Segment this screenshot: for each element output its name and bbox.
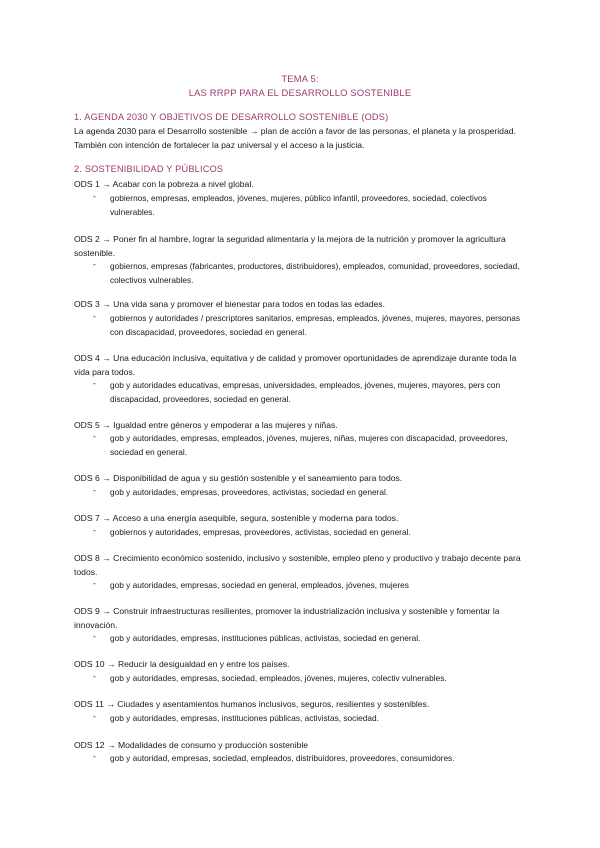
ods-4-title: ODS 4 → Una educación inclusiva, equitativa y de calidad y promover oportunidades de aprendizaje durante toda la vida para todos. (74, 353, 517, 377)
ods-2-publics: gobiernos, empresas (fabricantes, productores, distribuidores), empleados, comunidad, proveedores, sociedad, colectivos vulnerables. (110, 261, 520, 285)
section1-paragraph: La agenda 2030 para el Desarrollo sostenible → plan de acción a favor de las personas, el planeta y la prosperidad. También con intención de fortalecer la paz universal y el acceso a la justicia. (74, 126, 516, 150)
section2-heading: 2. SOSTENIBILIDAD Y PÚBLICOS (74, 164, 224, 174)
ods-12-publics: gob y autoridad, empresas, sociedad, empleados, distribuidores, proveedores, consumidores. (110, 753, 455, 763)
bullet-dash: - (93, 431, 96, 441)
bullet-dash: - (93, 631, 96, 641)
bullet-dash: - (93, 671, 96, 681)
ods-10-publics: gob y autoridades, empresas, sociedad, empleados, jóvenes, mujeres, colectiv vulnerables. (110, 673, 447, 683)
bullet-dash: - (93, 259, 96, 269)
ods-1-title: ODS 1 → Acabar con la pobreza a nivel global. (74, 179, 254, 189)
ods-3-title: ODS 3 → Una vida sana y promover el bienestar para todos en todas las edades. (74, 299, 385, 309)
bullet-dash: - (93, 191, 96, 201)
ods-6-publics: gob y autoridades, empresas, proveedores, activistas, sociedad en general. (110, 487, 389, 497)
ods-11-title: ODS 11 → Ciudades y asentamientos humanos inclusivos, seguros, resilientes y sostenibles. (74, 699, 430, 709)
ods-7-title: ODS 7 → Acceso a una energía asequible, segura, sostenible y moderna para todos. (74, 513, 399, 523)
document-title-line2: LAS RRPP PARA EL DESARROLLO SOSTENIBLE (188, 87, 412, 98)
ods-6-title: ODS 6 → Disponibilidad de agua y su gestión sostenible y el saneamiento para todos. (74, 473, 403, 483)
ods-9-title: ODS 9 → Construir infraestructuras resilientes, promover la industrialización inclusiva y sostenible y fomentar la innovación. (74, 606, 500, 630)
ods-12-title: ODS 12 → Modalidades de consumo y producción sostenible (74, 740, 309, 750)
bullet-dash: - (93, 311, 96, 321)
bullet-dash: - (93, 578, 96, 588)
ods-2-title: ODS 2 → Poner fin al hambre, lograr la seguridad alimentaria y la mejora de la nutrición y promover la agricultura sostenible. (74, 234, 506, 258)
ods-11-publics: gob y autoridades, empresas, instituciones públicas, activistas, sociedad. (110, 713, 379, 723)
ods-10-title: ODS 10 → Reducir la desigualdad en y entre los países. (74, 659, 290, 669)
ods-1-publics: gobiernos, empresas, empleados, jóvenes, mujeres, público infantil, proveedores, sociedad, colectivos vulnerables. (110, 193, 487, 217)
ods-8-publics: gob y autoridades, empresas, sociedad en general, empleados, jóvenes, mujeres (110, 580, 409, 590)
bullet-dash: - (93, 525, 96, 535)
bullet-dash: - (93, 378, 96, 388)
bullet-dash: - (93, 485, 96, 495)
ods-5-title: ODS 5 → Igualdad entre géneros y empoderar a las mujeres y niñas. (74, 420, 338, 430)
ods-7-publics: gobiernos y autoridades, empresas, proveedores, activistas, sociedad en general. (110, 527, 411, 537)
ods-5-publics: gob y autoridades, empresas, empleados, jóvenes, mujeres, niñas, mujeres con discapacidad, proveedores, sociedad en general. (110, 433, 508, 457)
ods-4-publics: gob y autoridades educativas, empresas, universidades, empleados, jóvenes, mujeres, mayores, pers con discapacidad, proveedores, sociedad en general. (110, 380, 501, 404)
section1-heading: 1. AGENDA 2030 Y OBJETIVOS DE DESARROLLO SOSTENIBLE (ODS) (74, 112, 389, 122)
ods-3-publics: gobiernos y autoridades / prescriptores sanitarios, empresas, empleados, jóvenes, mujeres, mayores, personas con discapacidad, proveedores, sociedad en general. (110, 313, 520, 337)
bullet-dash: - (93, 751, 96, 761)
ods-8-title: ODS 8 → Crecimiento económico sostenido, inclusivo y sostenible, empleo pleno y productivo y trabajo decente para todos. (74, 553, 521, 577)
bullet-dash: - (93, 711, 96, 721)
ods-9-publics: gob y autoridades, empresas, instituciones públicas, activistas, sociedad en general. (110, 633, 421, 643)
document-title-line1: TEMA 5: (281, 73, 319, 84)
